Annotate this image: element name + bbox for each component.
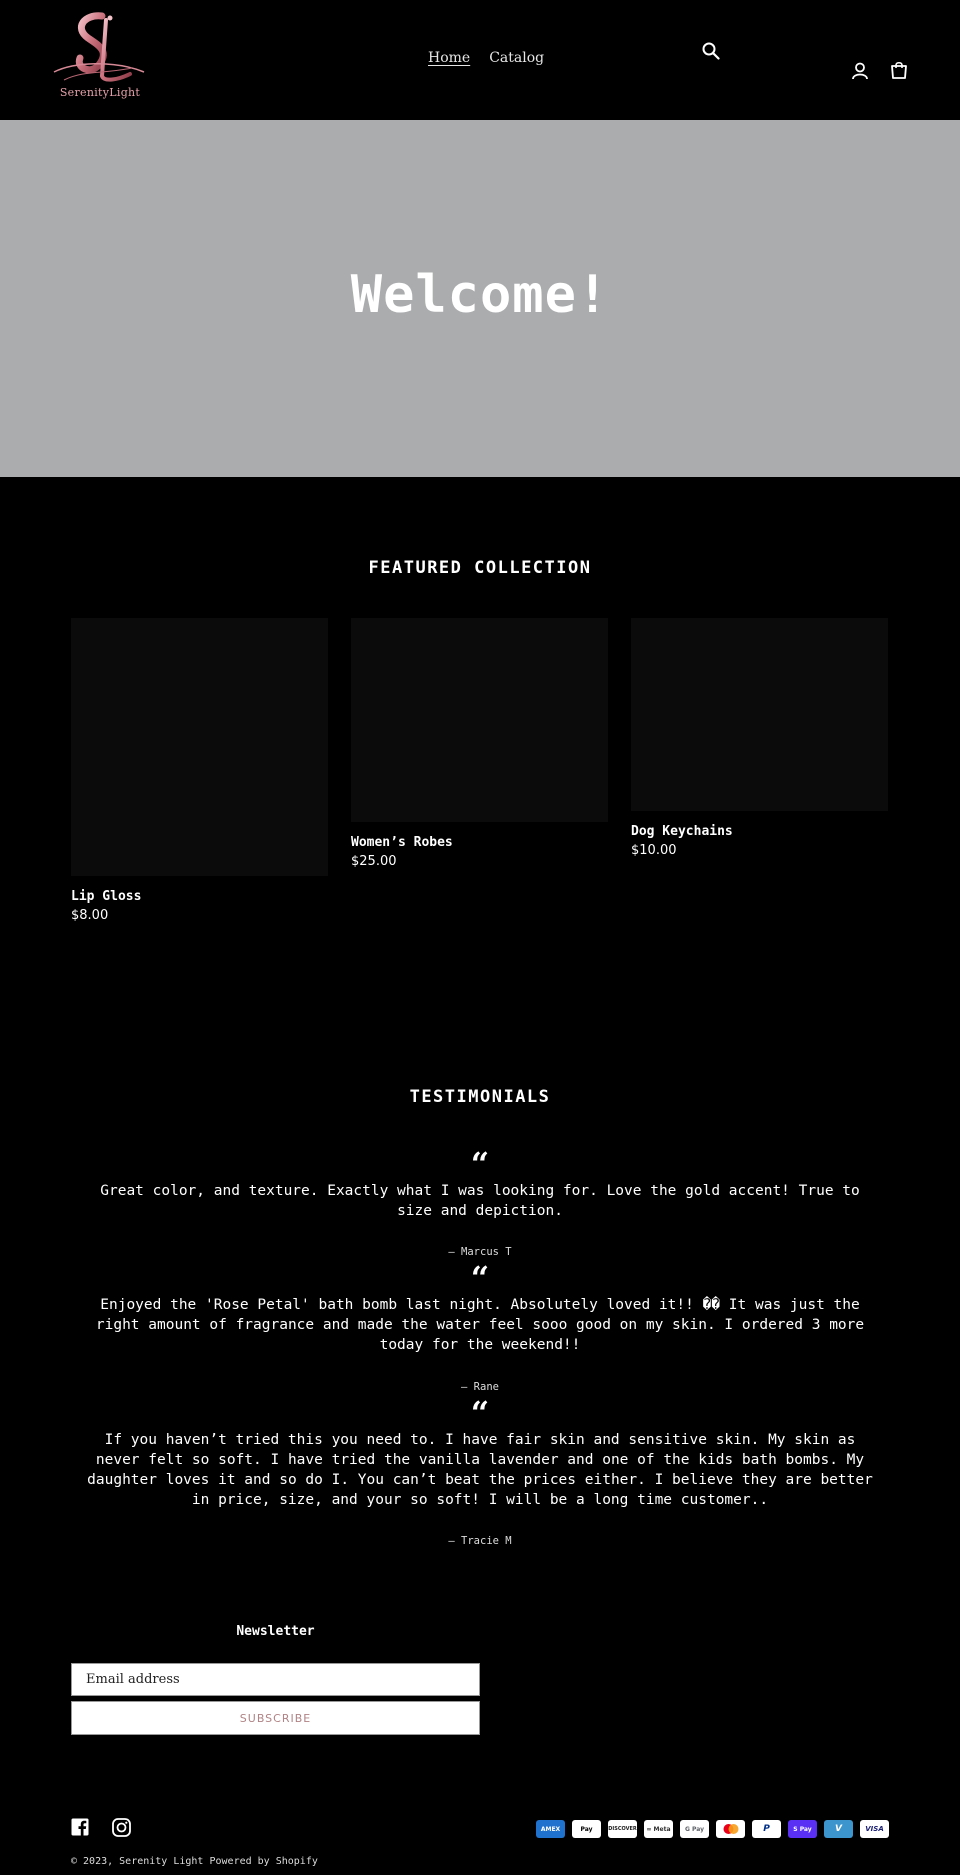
logo-mark-icon <box>44 10 156 90</box>
search-icon[interactable] <box>702 42 720 64</box>
quote-icon: “ <box>470 1259 490 1297</box>
payment-icons <box>536 1820 889 1838</box>
product-title[interactable]: Women’s Robes <box>351 835 453 850</box>
nav-item-catalog[interactable]: Catalog <box>489 50 545 66</box>
main-nav <box>428 50 544 66</box>
copyright-text[interactable]: © 2023, Serenity Light <box>71 1856 204 1867</box>
email-input[interactable] <box>71 1663 480 1696</box>
product-price: $25.00 <box>351 854 397 869</box>
shop-pay-icon: S Pay <box>788 1820 817 1838</box>
featured-collection-title: FEATURED COLLECTION <box>368 558 592 578</box>
product-image[interactable] <box>351 618 608 822</box>
facebook-icon[interactable] <box>71 1818 89 1840</box>
quote-icon: “ <box>470 1145 490 1183</box>
logo[interactable] <box>44 10 156 106</box>
instagram-icon[interactable] <box>112 1818 131 1841</box>
product-image[interactable] <box>71 618 328 876</box>
nav-item-home[interactable]: Home <box>428 50 471 66</box>
subscribe-button[interactable]: SUBSCRIBE <box>71 1701 480 1735</box>
product-card-womens-robes[interactable] <box>351 618 608 869</box>
hero-banner <box>0 120 960 477</box>
product-image[interactable] <box>631 618 888 811</box>
hero-title: Welcome! <box>350 265 610 325</box>
amex-icon: AMEX <box>536 1820 565 1838</box>
cart-icon[interactable] <box>890 61 908 83</box>
newsletter-title: Newsletter <box>236 1624 315 1639</box>
testimonial-text: If you haven’t tried this you need to. I have fair skin and sensitive skin. My skin as never felt so soft. I have tried the vanilla lavender and one of the kids bath bombs. My daughter loves it and so do I. You can’t beat the prices either. I believe they are better in price, size, and your so soft! I will be a long time customer.. <box>87 1432 873 1508</box>
google-pay-icon: G Pay <box>680 1820 709 1838</box>
meta-pay-icon: ∞ Meta <box>644 1820 673 1838</box>
mastercard-icon <box>716 1820 745 1838</box>
testimonial-author: — Tracie M <box>448 1535 512 1547</box>
account-icon[interactable] <box>851 62 869 84</box>
paypal-icon: P <box>752 1820 781 1838</box>
product-card-dog-keychains[interactable] <box>631 618 888 858</box>
testimonial-text: Enjoyed the 'Rose Petal' bath bomb last night. Absolutely loved it!! �� It was just the right amount of fragrance and made the water feel sooo good on my skin. I ordered 3 more today for the weekend!! <box>95 1297 865 1353</box>
logo-text: SerenityLight <box>59 86 141 99</box>
testimonial-author: — Marcus T <box>448 1246 512 1258</box>
product-price: $8.00 <box>71 908 109 923</box>
site-header <box>0 0 960 120</box>
testimonial-text: Great color, and texture. Exactly what I was looking for. Love the gold accent! True to size and depiction. <box>100 1183 860 1219</box>
testimonial-author: — Rane <box>461 1381 499 1393</box>
discover-icon: DISCOVER <box>608 1820 637 1838</box>
product-title[interactable]: Lip Gloss <box>71 889 142 904</box>
copyright <box>71 1856 318 1867</box>
product-title[interactable]: Dog Keychains <box>631 824 733 839</box>
testimonials-title: TESTIMONIALS <box>409 1087 551 1107</box>
apple-pay-icon: Pay <box>572 1820 601 1838</box>
venmo-icon: V <box>824 1820 853 1838</box>
product-price: $10.00 <box>631 843 677 858</box>
visa-icon: VISA <box>860 1820 889 1838</box>
product-card-lip-gloss[interactable] <box>71 618 328 923</box>
quote-icon: “ <box>470 1394 490 1432</box>
powered-by-link[interactable]: Powered by Shopify <box>209 1856 318 1867</box>
